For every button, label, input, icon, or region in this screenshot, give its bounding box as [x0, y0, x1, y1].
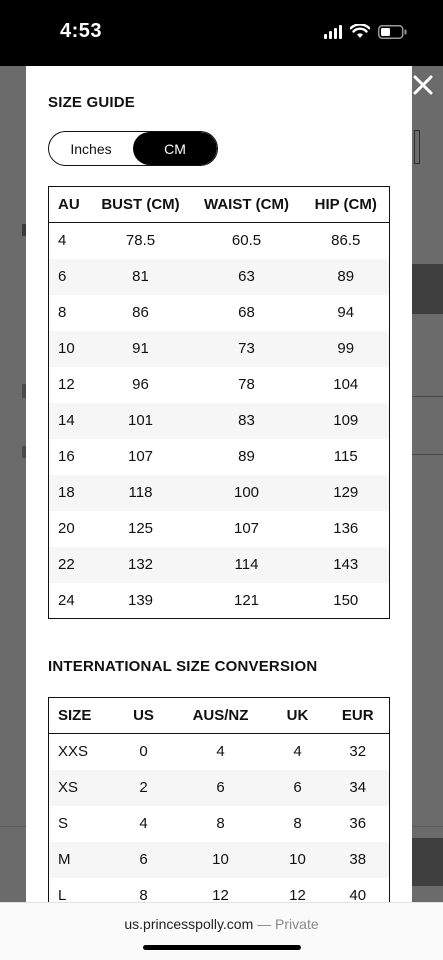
table-cell: 38	[327, 842, 390, 878]
table-cell: 4	[58, 232, 67, 250]
table-cell: S	[58, 815, 69, 832]
table-row	[49, 806, 390, 842]
conversion-title: INTERNATIONAL SIZE CONVERSION	[48, 658, 318, 675]
table-row	[49, 367, 390, 403]
table-cell: 104	[333, 376, 359, 393]
table-cell: 86	[132, 304, 149, 321]
unit-toggle	[48, 131, 218, 166]
table-row	[49, 511, 390, 547]
table-cell: 121	[233, 591, 260, 609]
column-header: WAIST (CM)	[191, 187, 303, 223]
table-cell: 68	[238, 304, 255, 321]
table-row	[49, 878, 390, 903]
table-cell: 18	[49, 475, 91, 511]
column-header: UK	[269, 698, 327, 734]
table-cell: 8	[58, 304, 67, 321]
background-divider	[412, 454, 443, 455]
table-cell: 136	[333, 520, 359, 537]
table-cell: 78	[238, 376, 255, 393]
table-row	[49, 295, 390, 331]
table-cell: 6	[173, 770, 269, 806]
table-cell: 8	[139, 886, 148, 902]
table-cell: 63	[191, 259, 303, 295]
table-cell: 73	[191, 331, 303, 367]
column-header: BUST (CM)	[91, 187, 191, 223]
table-cell: 40	[349, 886, 367, 902]
table-cell: 36	[349, 815, 367, 832]
table-cell: 0	[139, 743, 148, 761]
table-cell: 115	[333, 448, 358, 465]
table-cell: 10	[49, 331, 91, 367]
table-cell: 34	[327, 770, 390, 806]
table-cell: 86.5	[331, 232, 361, 250]
address-bar[interactable]	[0, 916, 443, 932]
background-element	[412, 838, 443, 886]
table-row	[49, 842, 390, 878]
table-cell: 10	[269, 842, 327, 878]
table-cell: 12	[289, 886, 306, 902]
table-cell: 150	[333, 591, 359, 609]
table-cell: L	[58, 886, 67, 902]
table-cell: 6	[115, 842, 173, 878]
table-row	[49, 547, 390, 583]
table-cell: 8	[293, 815, 302, 832]
table-cell: XXS	[58, 743, 89, 761]
table-cell: 107	[127, 448, 154, 465]
close-icon	[408, 70, 438, 100]
table-row	[49, 770, 390, 806]
table-header-row	[49, 698, 390, 734]
modal-title: SIZE GUIDE	[48, 94, 136, 111]
size-conversion-table	[48, 697, 390, 902]
background-element	[412, 264, 443, 314]
table-cell: 78.5	[125, 232, 156, 250]
table-cell: 81	[91, 259, 191, 295]
background-divider	[412, 396, 443, 397]
unit-option-inches[interactable]: Inches	[70, 140, 112, 157]
column-header: US	[115, 698, 173, 734]
table-cell: 101	[91, 403, 191, 439]
table-row	[49, 259, 390, 295]
table-cell: 107	[233, 520, 260, 537]
table-cell: 125	[127, 520, 154, 537]
table-cell: 14	[49, 403, 91, 439]
table-cell: 83	[191, 403, 303, 439]
table-cell: 139	[127, 591, 154, 609]
table-cell: XS	[49, 770, 115, 806]
column-header: HIP (CM)	[303, 187, 390, 223]
table-cell: 2	[115, 770, 173, 806]
table-cell: 4	[293, 743, 302, 761]
table-cell: 114	[191, 547, 303, 583]
status-time: 4:53	[60, 20, 103, 42]
table-cell: 94	[337, 304, 355, 321]
table-cell: 4	[139, 815, 148, 832]
table-cell: 22	[49, 547, 91, 583]
table-cell: 100	[191, 475, 303, 511]
table-cell: 99	[303, 331, 390, 367]
table-cell: 118	[91, 475, 191, 511]
table-cell: 60.5	[231, 232, 262, 250]
table-cell: 10	[173, 842, 269, 878]
table-row	[49, 223, 390, 259]
table-header-row	[49, 187, 390, 223]
table-cell: 8	[216, 815, 225, 832]
table-cell: 91	[91, 331, 191, 367]
table-cell: 4	[216, 743, 225, 761]
column-header: SIZE	[49, 698, 115, 734]
size-guide-modal	[26, 66, 412, 902]
table-cell: 24	[58, 591, 75, 609]
table-row	[49, 403, 390, 439]
table-cell: 96	[132, 376, 149, 393]
table-cell: 143	[303, 547, 390, 583]
table-row	[49, 331, 390, 367]
background-element	[414, 130, 420, 164]
table-cell: 109	[303, 403, 390, 439]
table-cell: 32	[349, 743, 367, 761]
wifi-icon	[350, 24, 370, 39]
status-bar	[0, 0, 443, 66]
unit-option-cm[interactable]: CM	[133, 132, 217, 165]
table-cell: 129	[303, 475, 390, 511]
table-row	[49, 475, 390, 511]
close-button[interactable]	[408, 70, 438, 100]
table-cell: 12	[58, 376, 75, 393]
table-row	[49, 583, 390, 619]
table-cell: M	[49, 842, 115, 878]
browser-bottom-bar	[0, 902, 443, 960]
table-cell: 6	[269, 770, 327, 806]
cellular-signal-icon	[324, 25, 342, 39]
table-cell: 16	[58, 448, 75, 465]
size-chart-table	[48, 186, 390, 619]
table-cell: 89	[303, 259, 390, 295]
table-row	[49, 439, 390, 475]
column-header: AUS/NZ	[173, 698, 269, 734]
table-row	[49, 734, 390, 770]
home-indicator[interactable]	[143, 945, 301, 950]
table-cell: 20	[58, 520, 75, 537]
status-icons	[324, 24, 407, 39]
battery-icon	[378, 25, 407, 39]
column-header: AU	[49, 187, 91, 223]
table-cell: 89	[238, 448, 255, 465]
table-cell: 12	[212, 886, 229, 902]
url-domain: us.princesspolly.com	[124, 916, 254, 932]
column-header: EUR	[327, 698, 390, 734]
table-cell: 6	[49, 259, 91, 295]
table-cell: 132	[91, 547, 191, 583]
private-label: — Private	[257, 916, 319, 932]
